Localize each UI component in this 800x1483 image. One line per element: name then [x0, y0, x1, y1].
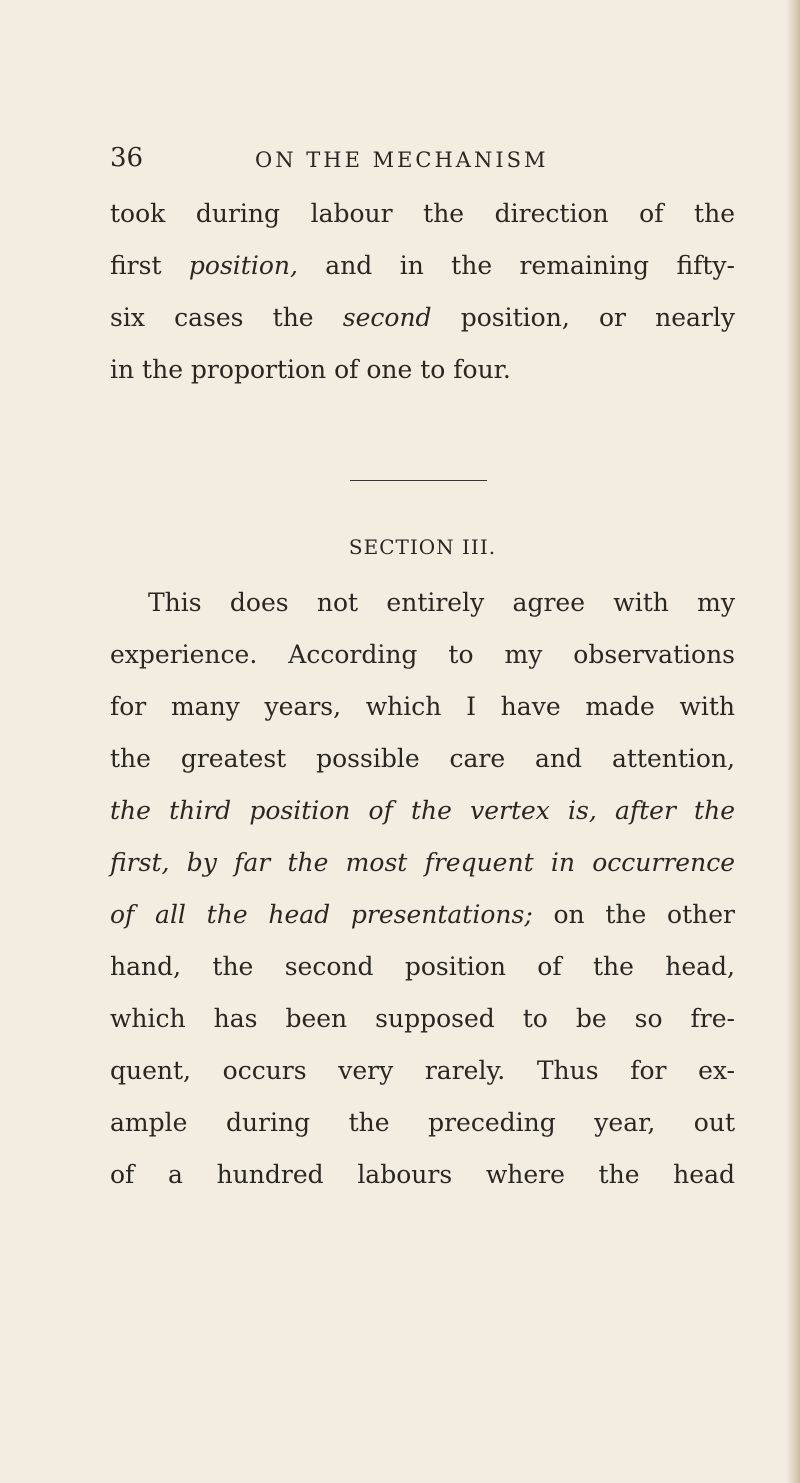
text-line: for many years, which I have made with — [110, 692, 735, 721]
text-line — [110, 785, 735, 837]
emphasis: position, — [188, 251, 298, 280]
text-line: which has been supposed to be so fre- — [110, 1004, 735, 1033]
running-head: ON THE MECHANISM — [255, 148, 549, 172]
page-number: 36 — [110, 143, 144, 173]
text-line: ample during the preceding year, out — [110, 1108, 735, 1137]
emphasis: the third position of the vertex is, after the — [110, 796, 735, 825]
emphasis: first, by far the most frequent in occurrence — [110, 848, 735, 877]
emphasis: second — [342, 303, 432, 332]
paragraph-continuation — [110, 188, 735, 396]
text-line: in the proportion of one to four. — [110, 355, 511, 384]
text-line: experience. According to my observations — [110, 640, 735, 669]
text-line: six cases the second position, or nearly — [110, 303, 735, 332]
text-line: hand, the second position of the head, — [110, 952, 735, 981]
section-divider — [350, 480, 487, 481]
text-line: of all the head presentations; on the other — [110, 900, 735, 929]
text-line: the greatest possible care and attention, — [110, 744, 735, 773]
page-edge-shadow — [786, 0, 800, 1483]
text-line: first position, and in the remaining fifty- — [110, 251, 735, 280]
text-line: took during labour the direction of the — [110, 199, 735, 228]
paragraph-section-three — [110, 577, 735, 1201]
text-line: This does not entirely agree with my — [148, 588, 735, 617]
text-line — [110, 837, 735, 889]
section-heading: SECTION III. — [348, 535, 497, 559]
text-line: of a hundred labours where the head — [110, 1160, 735, 1189]
emphasis: of all the head presentations; — [110, 900, 533, 929]
page-header — [110, 140, 730, 180]
text-line: quent, occurs very rarely. Thus for ex- — [110, 1056, 735, 1085]
